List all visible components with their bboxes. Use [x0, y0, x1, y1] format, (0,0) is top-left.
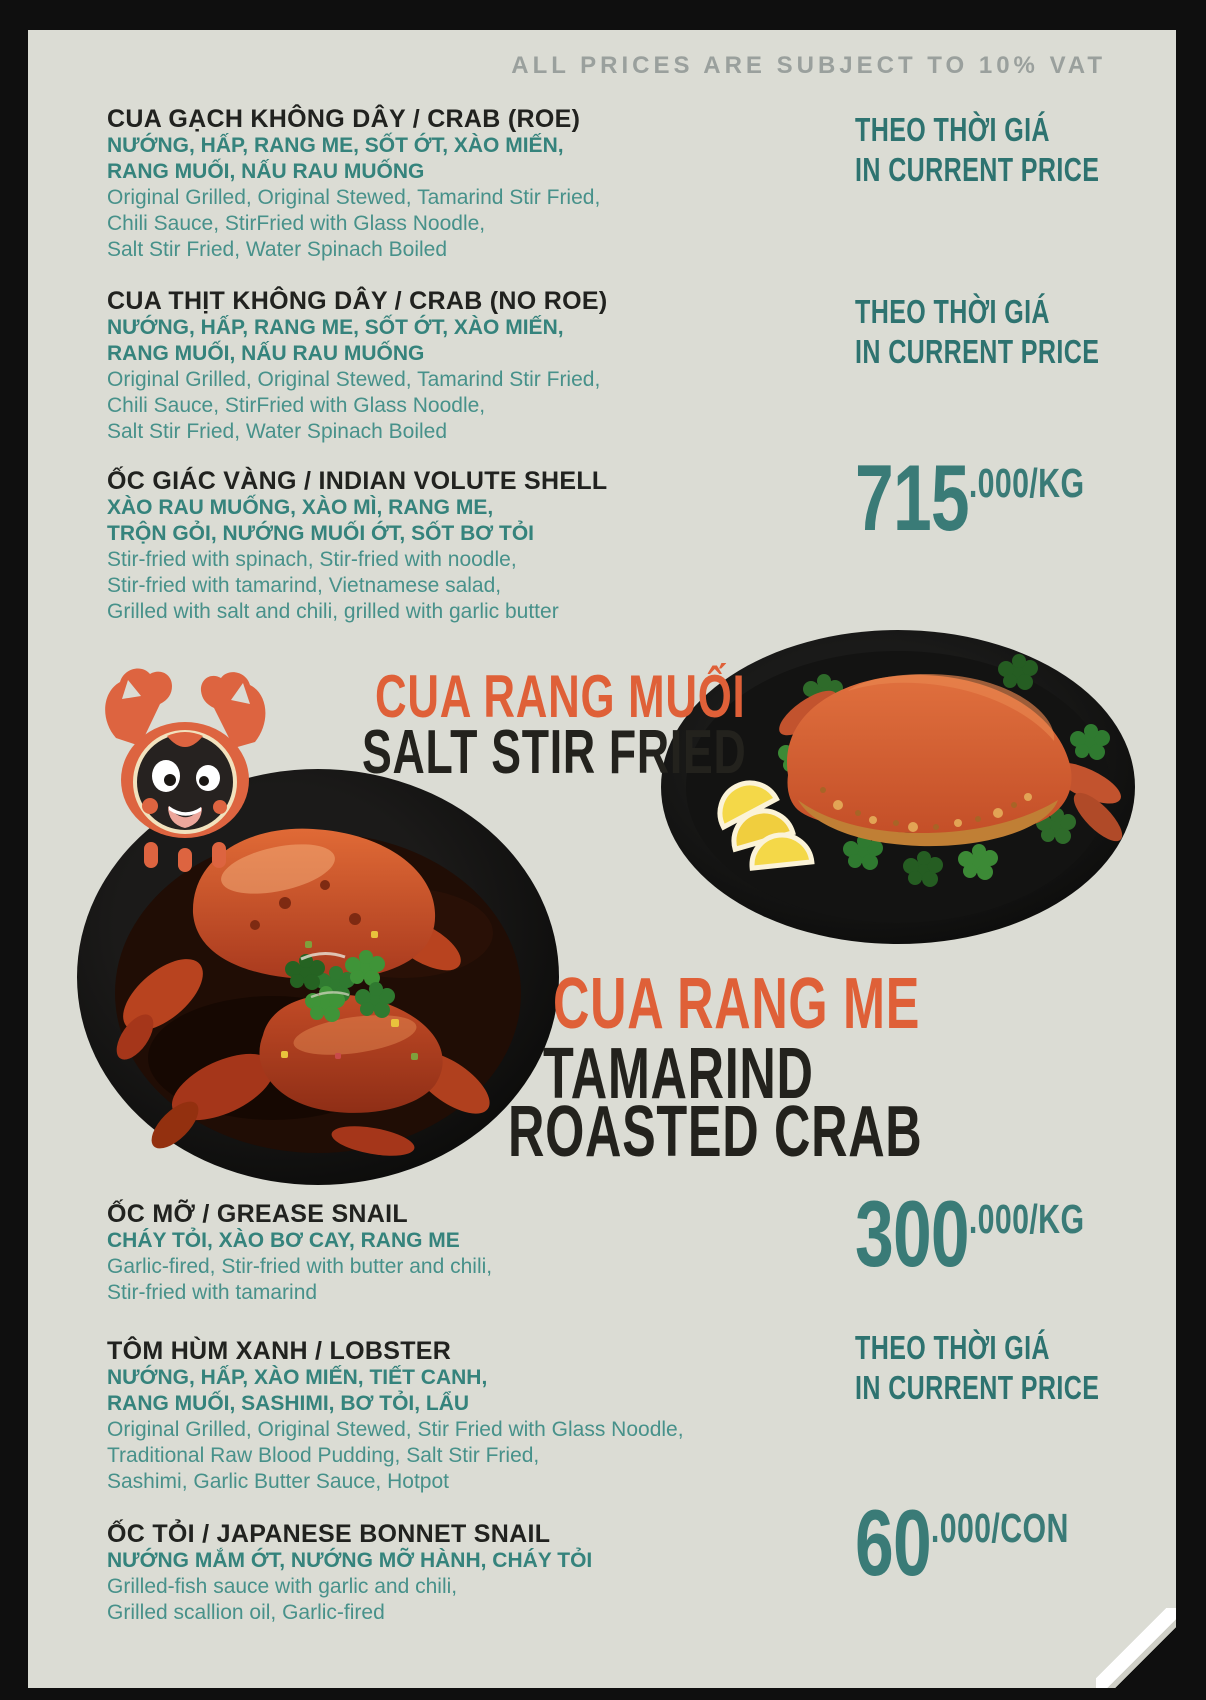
desc-line-vi: CHÁY TỎI, XÀO BƠ CAY, RANG ME: [107, 1229, 460, 1252]
price-line: IN CURRENT PRICE: [855, 333, 1100, 370]
price-amount: [855, 1181, 1165, 1286]
price-line: THEO THỜI GIÁ: [855, 293, 1050, 330]
feature-title-tamarind-vi: CUA RANG ME: [553, 964, 921, 1044]
desc-line-en: Grilled scallion oil, Garlic-fired: [107, 1601, 385, 1624]
crab-mascot-icon: [98, 658, 273, 873]
menu-item-japanese-bonnet-snail: [107, 1520, 787, 1626]
desc-line-vi: RANG MUỐI, NẤU RAU MUỐNG: [107, 160, 425, 183]
desc-line-en: Original Grilled, Original Stewed, Stir Fried with Glass Noodle,: [107, 1418, 684, 1441]
price-unit: .000/CON: [930, 1505, 1069, 1551]
price-market: [855, 1328, 1177, 1408]
menu-item-title: ỐC TỎI / JAPANESE BONNET SNAIL: [107, 1520, 551, 1548]
desc-line-en: Original Grilled, Original Stewed, Tamarind Stir Fried,: [107, 186, 601, 209]
price-unit: .000/KG: [968, 460, 1085, 506]
desc-line-vi: NƯỚNG, HẤP, RANG ME, SỐT ỚT, XÀO MIẾN,: [107, 316, 564, 339]
desc-line-en: Garlic-fired, Stir-fried with butter and chili,: [107, 1255, 493, 1278]
desc-line-en: Salt Stir Fried, Water Spinach Boiled: [107, 420, 448, 443]
desc-line-en: Chili Sauce, StirFried with Glass Noodle,: [107, 394, 486, 417]
price-line: IN CURRENT PRICE: [855, 1369, 1100, 1406]
menu-item-crab-roe: [107, 105, 787, 263]
price-value: 60: [855, 1490, 931, 1595]
menu-item-title: CUA THỊT KHÔNG DÂY / CRAB (NO ROE): [107, 287, 608, 315]
desc-line-en: Grilled with salt and chili, grilled with garlic butter: [107, 600, 559, 623]
menu-item-title: ỐC MỠ / GREASE SNAIL: [107, 1200, 408, 1228]
menu-item-crab-no-roe: [107, 287, 787, 445]
price-market: [855, 110, 1177, 190]
price-amount: [855, 445, 1165, 550]
price-line: THEO THỜI GIÁ: [855, 1329, 1050, 1366]
desc-line-vi: NƯỚNG, HẤP, XÀO MIẾN, TIẾT CANH,: [107, 1366, 488, 1389]
menu-item-title: CUA GẠCH KHÔNG DÂY / CRAB (ROE): [107, 105, 581, 133]
feature-title-salt-vi: CUA RANG MUỐI: [375, 663, 746, 730]
menu-item-indian-volute-shell: [107, 467, 787, 625]
menu-item-title: TÔM HÙM XANH / LOBSTER: [107, 1337, 452, 1365]
desc-line-vi: RANG MUỐI, NẤU RAU MUỐNG: [107, 342, 425, 365]
desc-line-vi: TRỘN GỎI, NƯỚNG MUỐI ỚT, SỐT BƠ TỎI: [107, 522, 534, 545]
desc-line-vi: XÀO RAU MUỐNG, XÀO MÌ, RANG ME,: [107, 496, 494, 519]
menu-page: [28, 30, 1176, 1688]
menu-item-lobster: [107, 1337, 787, 1495]
page-curl-corner: [1096, 1608, 1176, 1688]
menu-item-title: ỐC GIÁC VÀNG / INDIAN VOLUTE SHELL: [107, 467, 608, 495]
desc-line-vi: RANG MUỐI, SASHIMI, BƠ TỎI, LẨU: [107, 1392, 470, 1415]
price-unit: .000/KG: [968, 1196, 1085, 1242]
feature-title-salt-en: SALT STIR FRIED: [362, 718, 747, 787]
desc-line-en: Stir-fried with tamarind: [107, 1281, 318, 1304]
desc-line-en: Grilled-fish sauce with garlic and chili,: [107, 1575, 458, 1598]
desc-line-vi: NƯỚNG, HẤP, RANG ME, SỐT ỚT, XÀO MIẾN,: [107, 134, 564, 157]
desc-line-en: Chili Sauce, StirFried with Glass Noodle,: [107, 212, 486, 235]
price-market: [855, 292, 1177, 372]
price-amount: [855, 1490, 1144, 1595]
desc-line-en: Sashimi, Garlic Butter Sauce, Hotpot: [107, 1470, 449, 1493]
feature-title-tamarind-en2: ROASTED CRAB: [508, 1092, 923, 1172]
desc-line-en: Salt Stir Fried, Water Spinach Boiled: [107, 238, 448, 261]
price-value: 300: [855, 1181, 969, 1286]
price-line: THEO THỜI GIÁ: [855, 111, 1050, 148]
price-line: IN CURRENT PRICE: [855, 151, 1100, 188]
vat-notice: ALL PRICES ARE SUBJECT TO 10% VAT: [511, 52, 1106, 79]
menu-item-grease-snail: [107, 1200, 787, 1306]
desc-line-vi: NƯỚNG MẮM ỚT, NƯỚNG MỠ HÀNH, CHÁY TỎI: [107, 1549, 593, 1572]
desc-line-en: Traditional Raw Blood Pudding, Salt Stir Fried,: [107, 1444, 540, 1467]
desc-line-en: Original Grilled, Original Stewed, Tamarind Stir Fried,: [107, 368, 601, 391]
desc-line-en: Stir-fried with tamarind, Vietnamese salad,: [107, 574, 502, 597]
price-value: 715: [855, 445, 969, 550]
desc-line-en: Stir-fried with spinach, Stir-fried with noodle,: [107, 548, 517, 571]
feature-title-tamarind-en1: TAMARIND: [543, 1034, 814, 1114]
